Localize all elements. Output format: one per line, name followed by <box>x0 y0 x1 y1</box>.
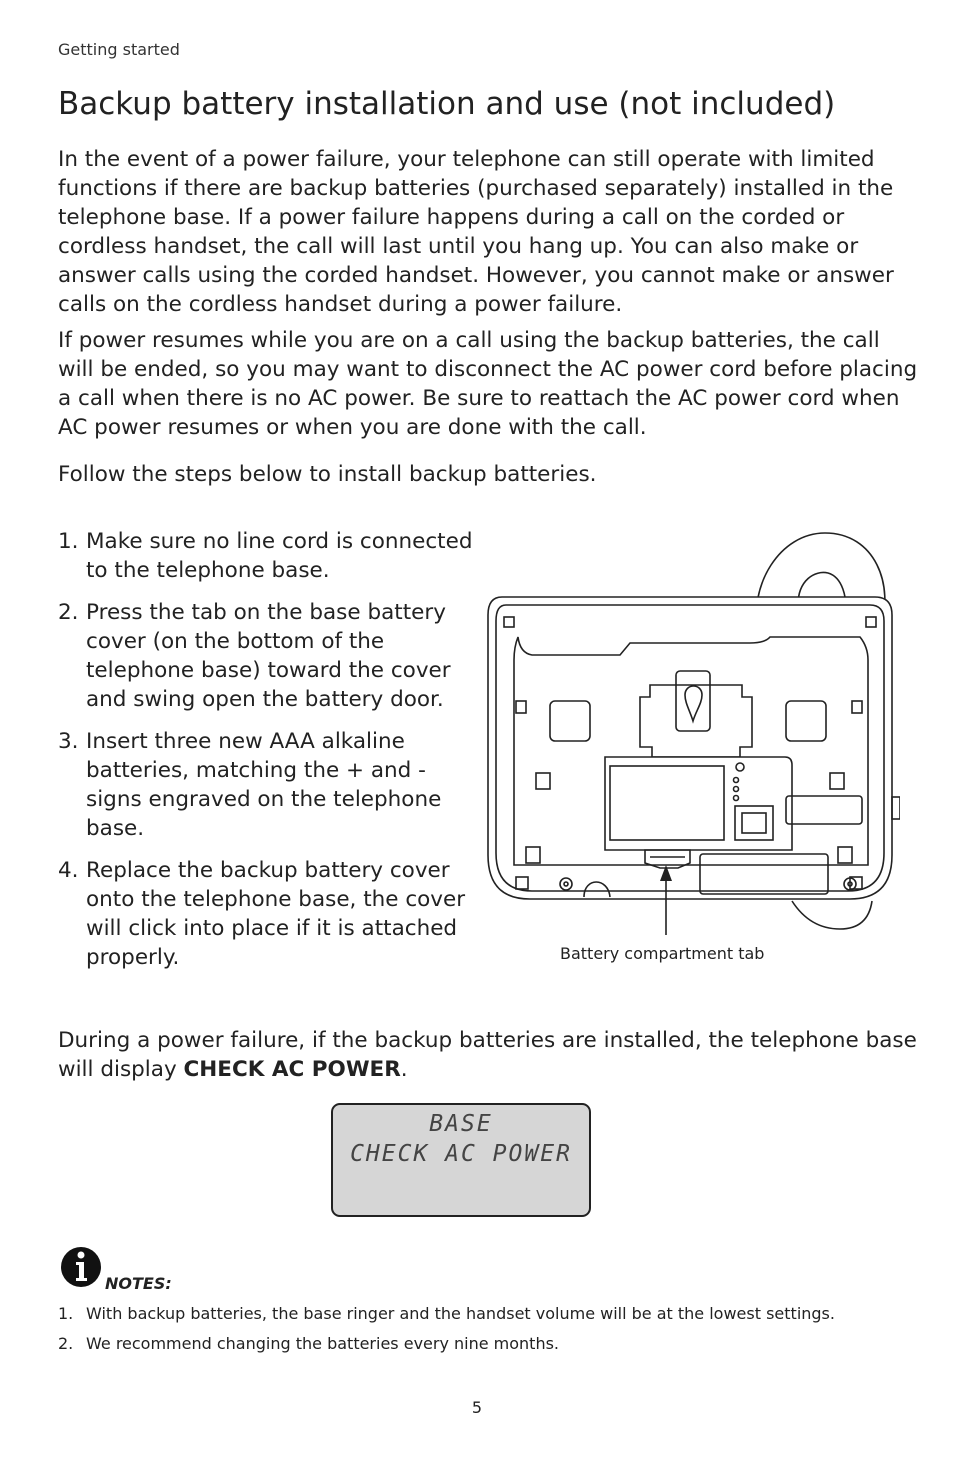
check-ac-power-label: CHECK AC POWER <box>183 1057 401 1082</box>
step-item <box>58 727 478 843</box>
power-failure-paragraph <box>58 1026 918 1084</box>
lcd-line-2: CHECK AC POWER <box>350 1141 572 1167</box>
note-text: We recommend changing the batteries every nine months. <box>86 1334 560 1353</box>
step-text: Insert three new AAA alkaline batteries, matching the + and - signs engraved on the telephone base. <box>86 729 442 841</box>
step-item <box>58 856 478 972</box>
telephone-base-illustration <box>480 525 900 935</box>
notes-list <box>58 1303 835 1363</box>
step-text: Press the tab on the base battery cover (on the bottom of the telephone base) toward the cover and swing open the battery door. <box>86 600 451 712</box>
step-text: Make sure no line cord is connected to the telephone base. <box>86 529 473 583</box>
notes-title: NOTES: <box>105 1274 172 1293</box>
note-number: 1. <box>58 1304 74 1323</box>
install-steps-list <box>58 527 478 985</box>
step-number: 4. <box>58 858 79 883</box>
step-number: 2. <box>58 600 79 625</box>
lcd-display <box>331 1103 591 1217</box>
power-failure-text: During a power failure, if the backup batteries are installed, the telephone base will display <box>58 1028 917 1082</box>
intro-paragraph: In the event of a power failure, your telephone can still operate with limited functions if there are backup batteries (purchased separately) installed in the telephone base. If a power failure happens during a call on the corded or cordless handset, the call will last until you hang up. You can also make or answer calls using the corded handset. However, you cannot make or answer calls on the cordless handset during a power failure. <box>58 147 894 317</box>
step-text: Replace the backup battery cover onto the telephone base, the cover will click into place if it is attached properly. <box>86 858 466 970</box>
section-label: Getting started <box>58 40 180 59</box>
note-number: 2. <box>58 1334 74 1353</box>
step-number: 1. <box>58 529 79 554</box>
step-item <box>58 527 478 585</box>
page-number: 5 <box>471 1398 483 1417</box>
info-icon <box>60 1246 102 1288</box>
steps-intro-paragraph: Follow the steps below to install backup batteries. <box>58 462 597 487</box>
power-failure-period: . <box>400 1057 408 1082</box>
step-item <box>58 598 478 714</box>
page-title: Backup battery installation and use (not included) <box>58 86 836 122</box>
note-item <box>58 1303 835 1325</box>
power-resume-paragraph: If power resumes while you are on a call using the backup batteries, the call will be ended, so you may want to disconnect the AC power cord before placing a call when there is no AC power. Be sure to reattach the AC power cord when AC power resumes or when you are done with the call. <box>58 328 918 440</box>
figure-caption: Battery compartment tab <box>560 944 765 963</box>
note-text: With backup batteries, the base ringer and the handset volume will be at the lowest settings. <box>86 1304 835 1323</box>
step-number: 3. <box>58 729 79 754</box>
note-item <box>58 1333 835 1355</box>
lcd-line-1: BASE <box>429 1111 493 1137</box>
